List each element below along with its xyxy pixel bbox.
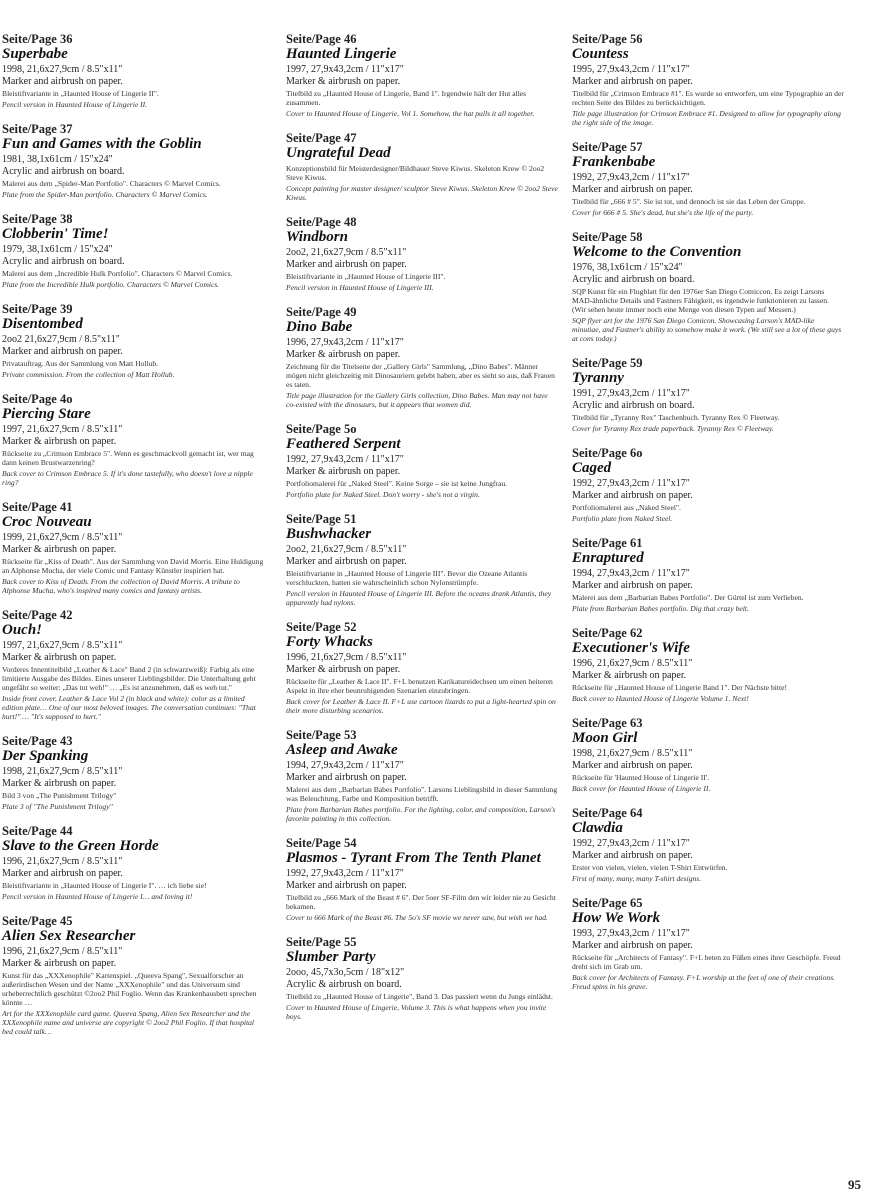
entry-description-english: Cover to Haunted House of Lingerie, Vol 1. Somehow, the hat pulls it all together. [286, 109, 535, 118]
entry-dimensions: 1995, 27,9x43,2cm / 11"x17" [572, 64, 690, 75]
catalog-entry [286, 728, 558, 823]
entry-title: Clobberin' Time! [2, 226, 109, 242]
entry-description-english: Inside front cover, Leather & Lace Vol 2 (in black and white): color as a limited edition plate… One of our most beloved images. The conversation continues: "That hurt!" … "It's supposed to hurt." [2, 694, 256, 721]
entry-title: Dino Babe [286, 319, 353, 335]
entry-description-english: Back cover for Haunted House of Lingerie II. [572, 784, 711, 793]
catalog-entry [572, 230, 844, 343]
entry-medium: Marker & airbrush on paper. [286, 465, 401, 477]
catalog-entry [286, 32, 558, 118]
entry-title: Disentombed [2, 316, 83, 332]
entry-description-english: Cover for 666 # 5. She's dead, but she's the life of the party. [572, 208, 754, 217]
entry-description-german: Bild 3 von „The Punishment Trilogy" [2, 791, 117, 800]
entry-title: Alien Sex Researcher [2, 928, 136, 944]
entry-medium: Marker & airbrush on paper. [2, 651, 117, 663]
entry-description-english: First of many, many, many T-shirt designs. [572, 874, 702, 883]
entry-title: Superbabe [2, 46, 68, 62]
entry-medium: Marker and airbrush on paper. [572, 759, 693, 771]
entry-page-label: Seite/Page 57 [572, 140, 643, 154]
entry-description-german: Titelbild zu „Haunted House of Lingerie", Band 3. Das passiert wenn du Jungs einlädst. [286, 992, 553, 1001]
entry-dimensions: 2ooo, 45,7x3o,5cm / 18"x12" [286, 967, 405, 978]
entry-medium: Marker and airbrush on paper. [572, 939, 693, 951]
entry-description-german: Titelbild für „Tyranny Rex" Taschenbuch. Tyranny Rex © Fleetway. [572, 413, 780, 422]
entry-dimensions: 1994, 27,9x43,2cm / 11"x17" [572, 568, 690, 579]
catalog-entry [286, 620, 558, 715]
entry-description-german: Rückseite für „Leather & Lace II". F+L benutzen Karikatureidechsen um einen heiteren Aspekt in ihre eher beunruhigenden Szenarien einzubringen. [286, 677, 553, 695]
entry-page-label: Seite/Page 62 [572, 626, 643, 640]
entry-page-label: Seite/Page 6o [572, 446, 643, 460]
entry-medium: Marker & airbrush on paper. [2, 957, 117, 969]
entry-description-english: Plate 3 of "The Punishment Trilogy" [2, 802, 113, 811]
entry-medium: Marker and airbrush on paper. [286, 879, 407, 891]
entry-page-label: Seite/Page 56 [572, 32, 643, 46]
entry-dimensions: 1998, 21,6x27,9cm / 8.5"x11" [2, 766, 123, 777]
column-3 [572, 32, 844, 1004]
entry-page-label: Seite/Page 49 [286, 305, 357, 319]
entry-dimensions: 1976, 38,1x61cm / 15"x24" [572, 262, 683, 273]
entry-description-german: Titelbild für „Crimson Embrace #1". Es wurde so entworfen, um eine Typographie an der rechten Seite des Bildes zu berücksichtigen. [572, 89, 844, 107]
entry-medium: Marker & airbrush on paper. [2, 435, 117, 447]
entry-title: Ungrateful Dead [286, 145, 391, 161]
entry-dimensions: 1998, 21,6x27,9cm / 8.5"x11" [572, 748, 693, 759]
catalog-entry [286, 422, 558, 499]
entry-description-english: Plate from the Incredible Hulk portfolio. Characters © Marvel Comics. [2, 280, 220, 289]
entry-description-german: Rückseite für „Kiss of Death". Aus der Sammlung von David Morris. Eine Huldigung an Alphonse Mucha, der viele Comic und Fantasy Künstler inspiriert hat. [2, 557, 264, 575]
entry-description-english: Back cover to Crimson Embrace 5. If it's done tastefully, who doesn't love a nipple ring? [2, 469, 253, 487]
entry-description-english: Plate from the Spider-Man portfolio. Characters © Marvel Comics. [2, 190, 208, 199]
entry-title: Asleep and Awake [286, 742, 398, 758]
entry-description-english: Pencil version in Haunted House of Lingerie III. Before the oceans drank Atlantis, they apparently had nylons. [286, 589, 552, 607]
catalog-entry [286, 512, 558, 607]
entry-title: Moon Girl [572, 730, 638, 746]
entry-medium: Marker & airbrush on paper. [2, 543, 117, 555]
entry-dimensions: 1992, 27,9x43,2cm / 11"x17" [286, 868, 404, 879]
entry-dimensions: 1998, 21,6x27,9cm / 8.5"x11" [2, 64, 123, 75]
entry-medium: Marker and airbrush on paper. [572, 849, 693, 861]
entry-page-label: Seite/Page 41 [2, 500, 73, 514]
entry-dimensions: 1981, 38,1x61cm / 15"x24" [2, 154, 113, 165]
entry-description-english: Art for the XXXenophile card game. Queeva Spang, Alien Sex Researcher and the XXXenophile name and universe are copyright © 2oo2 Phil Foglio. If that hospital bed could talk… [2, 1009, 255, 1036]
catalog-entry [286, 215, 558, 292]
catalog-entry [572, 356, 844, 433]
entry-description-german: Titelbild zu „666 Mark of the Beast # 6". Der 5oer SF-Film den wir leider nie zu Gesicht bekamen. [286, 893, 556, 911]
entry-medium: Acrylic and airbrush on board. [2, 255, 125, 267]
entry-dimensions: 1994, 27,9x43,2cm / 11"x17" [286, 760, 404, 771]
catalog-entry [2, 734, 264, 811]
entry-description-german: Vorderes Innentitelbild „Leather & Lace" Band 2 (in schwarzweiß): Farbig als eine limitierte Ausgabe des Bildes. Eines unserer Lieblingsbilder. Die Unterhaltung geht ungefähr so weiter: „Das tut weh!" … „Es ist anzunehmen, daß es weh tut." [2, 665, 256, 692]
entry-page-label: Seite/Page 45 [2, 914, 73, 928]
entry-medium: Marker and airbrush on paper. [572, 489, 693, 501]
entry-dimensions: 2oo2 21,6x27,9cm / 8.5"x11" [2, 334, 120, 345]
entry-title: Fun and Games with the Goblin [2, 136, 202, 152]
entry-page-label: Seite/Page 58 [572, 230, 643, 244]
entry-description-german: Zeichnung für die Titelseite der „Gallery Girls" Sammlung, „Dino Babes". Männer mögen nicht gleichzeitig mit Dinosauriern gelebt haben, aber es sieht so aus, daß Frauen es taten. [286, 362, 555, 389]
catalog-entry [572, 896, 844, 991]
catalog-entry [572, 536, 844, 613]
entry-page-label: Seite/Page 39 [2, 302, 73, 316]
catalog-entry [572, 446, 844, 523]
entry-title: Der Spanking [2, 748, 89, 764]
entry-description-german: Rückseite für „Architects of Fantasy". F+L beten zu Füßen eines ihrer Geschöpfe. Freud dreht sich im Grab um. [572, 953, 841, 971]
entry-title: Countess [572, 46, 629, 62]
entry-title: Bushwhacker [286, 526, 372, 542]
entry-page-label: Seite/Page 64 [572, 806, 643, 820]
catalog-entry [2, 500, 264, 595]
entry-description-german: Konzeptionsbild für Meisterdesigner/Bildhauer Steve Kiwus. Skeleton Krew © 2oo2 Steve Kiwus. [286, 164, 545, 182]
entry-page-label: Seite/Page 4o [2, 392, 73, 406]
entry-dimensions: 1979, 38,1x61cm / 15"x24" [2, 244, 113, 255]
entry-title: Frankenbabe [572, 154, 656, 170]
entry-description-english: Cover to 666 Mark of the Beast #6. The 5o's SF movie we never saw, but wish we had. [286, 913, 548, 922]
entry-medium: Marker and airbrush on paper. [286, 555, 407, 567]
entry-dimensions: 2oo2, 21,6x27,9cm / 8.5"x11" [286, 544, 407, 555]
entry-title: Tyranny [572, 370, 624, 386]
entry-page-label: Seite/Page 48 [286, 215, 357, 229]
entry-medium: Acrylic and airbrush on board. [572, 273, 695, 285]
column-2 [286, 32, 558, 1034]
entry-medium: Marker and airbrush on paper. [286, 771, 407, 783]
entry-title: Feathered Serpent [286, 436, 401, 452]
entry-description-german: Titelbild für „666 # 5". Sie ist tot, und dennoch ist sie das Leben der Gruppe. [572, 197, 806, 206]
catalog-entry [2, 122, 264, 199]
entry-title: Executioner's Wife [572, 640, 690, 656]
entry-title: Haunted Lingerie [286, 46, 397, 62]
entry-title: Caged [572, 460, 612, 476]
catalog-entry [572, 626, 844, 703]
entry-medium: Marker & airbrush on paper. [286, 663, 401, 675]
entry-page-label: Seite/Page 47 [286, 131, 357, 145]
entry-description-german: Titelbild zu „Haunted House of Lingerie, Band 1". Irgendwie hält der Hut alles zusammen. [286, 89, 527, 107]
entry-description-german: Portfoliomalerei für „Naked Steel". Keine Sorge – sie ist keine Jungfrau. [286, 479, 508, 488]
entry-description-german: Malerei aus dem „Incredible Hulk Portfolio". Characters © Marvel Comics. [2, 269, 233, 278]
entry-dimensions: 1991, 27,9x43,2cm / 11"x17" [572, 388, 690, 399]
entry-page-label: Seite/Page 38 [2, 212, 73, 226]
entry-dimensions: 1992, 27,9x43,2cm / 11"x17" [572, 838, 690, 849]
entry-dimensions: 1996, 27,9x43,2cm / 11"x17" [286, 337, 404, 348]
entry-description-english: Pencil version in Haunted House of Lingerie III. [286, 283, 434, 292]
entry-description-english: Pencil version in Haunted House of Lingerie II. [2, 100, 148, 109]
catalog-entry [2, 914, 264, 1036]
entry-medium: Acrylic & airbrush on board. [286, 978, 402, 990]
entry-page-label: Seite/Page 36 [2, 32, 73, 46]
entry-page-label: Seite/Page 52 [286, 620, 357, 634]
entry-title: Plasmos - Tyrant From The Tenth Planet [286, 850, 541, 866]
catalog-entry [572, 716, 844, 793]
catalog-entry [2, 608, 264, 721]
entry-page-label: Seite/Page 43 [2, 734, 73, 748]
entry-page-label: Seite/Page 63 [572, 716, 643, 730]
entry-dimensions: 1997, 27,9x43,2cm / 11"x17" [286, 64, 404, 75]
entry-page-label: Seite/Page 54 [286, 836, 357, 850]
entry-description-german: Malerei aus dem „Spider-Man Portfolio". Characters © Marvel Comics. [2, 179, 221, 188]
entry-description-german: Bleistiftvariante in „Haunted House of Lingerie II". [2, 89, 159, 98]
entry-title: Ouch! [2, 622, 43, 638]
entry-description-german: Malerei aus dem „Barbarian Babes Portfolio". Larsons Lieblingsbild in dieser Sammlung was Beleuchtung, Farbe und Komposition betrifft. [286, 785, 558, 803]
entry-medium: Marker and airbrush on paper. [572, 75, 693, 87]
entry-description-english: Back cover for Leather & Lace II. F+L use cartoon lizards to put a light-hearted spin on their more disturbing scenarios. [286, 697, 556, 715]
entry-description-german: Privatauftrag. Aus der Sammlung von Matt Hollub. [2, 359, 159, 368]
catalog-entry [572, 140, 844, 217]
entry-medium: Marker & airbrush on paper. [286, 75, 401, 87]
entry-description-english: SQP flyer art for the 1976 San Diego Comicon. Showcasing Larson's MAD-like minutiae, and Fastner's ability to somehow make it work. (We still see a lot of these guys at cons today.) [572, 316, 842, 343]
page-number: 95 [848, 1177, 861, 1192]
entry-title: Croc Nouveau [2, 514, 92, 530]
entry-page-label: Seite/Page 42 [2, 608, 73, 622]
column-1 [2, 32, 264, 1049]
entry-page-label: Seite/Page 44 [2, 824, 73, 838]
entry-medium: Marker and airbrush on paper. [572, 183, 693, 195]
entry-description-english: Plate from Barbarian Babes portfolio. Dig that crazy belt. [572, 604, 749, 613]
entry-title: Enraptured [572, 550, 644, 566]
entry-medium: Marker and airbrush on paper. [2, 75, 123, 87]
entry-title: Welcome to the Convention [572, 244, 742, 260]
entry-description-english: Title page illustration for the Gallery Girls collection, Dino Babes. Man may not have co-existed with the dinosaurs, but it appears that women did. [286, 391, 548, 409]
entry-dimensions: 1992, 27,9x43,2cm / 11"x17" [572, 478, 690, 489]
entry-dimensions: 2oo2, 21,6x27,9cm / 8.5"x11" [286, 247, 407, 258]
catalog-entry [286, 935, 558, 1021]
entry-page-label: Seite/Page 65 [572, 896, 643, 910]
entry-dimensions: 1993, 27,9x43,2cm / 11"x17" [572, 928, 690, 939]
entry-description-english: Concept painting for master designer/ sculptor Steve Kiwus. Skeleton Krew © 2oo2 Steve Kiwus. [286, 184, 558, 202]
entry-page-label: Seite/Page 53 [286, 728, 357, 742]
entry-page-label: Seite/Page 59 [572, 356, 643, 370]
entry-description-english: Cover for Tyranny Rex trade paperback. Tyranny Rex © Fleetway. [572, 424, 774, 433]
entry-description-english: Back cover to Kiss of Death. From the collection of David Morris. A tribute to Alphonse Mucha, who's inspired many comics and fantasy artists. [2, 577, 240, 595]
entry-description-english: Title page illustration for Crimson Embrace #1. Designed to allow for typography along the right side of the image. [572, 109, 841, 127]
catalog-entry [286, 131, 558, 202]
entry-medium: Marker & airbrush on paper. [286, 348, 401, 360]
entry-description-german: Bleistiftvariante in „Haunted House of Lingerie I". … ich liebe sie! [2, 881, 207, 890]
catalog-entry [572, 32, 844, 127]
entry-description-german: Bleistiftvariante in „Haunted House of Lingerie III". Bevor die Ozeane Atlantis verschluckten, hatten sie wahrscheinlich schon Nylonstrümpfe. [286, 569, 528, 587]
entry-medium: Marker and airbrush on paper. [572, 579, 693, 591]
entry-dimensions: 1997, 21,6x27,9cm / 8.5"x11" [2, 640, 123, 651]
entry-medium: Marker & airbrush on paper. [2, 777, 117, 789]
entry-description-german: Portfoliomalerei aus „Naked Steel". [572, 503, 681, 512]
entry-dimensions: 1992, 27,9x43,2cm / 11"x17" [286, 454, 404, 465]
entry-title: Clawdia [572, 820, 623, 836]
entry-description-english: Private commission. From the collection of Matt Hollub. [2, 370, 175, 379]
entry-description-german: Malerei aus dem „Barbarian Babes Portfolio". Der Gürtel ist zum Verlieben. [572, 593, 804, 602]
entry-title: How We Work [572, 910, 661, 926]
entry-dimensions: 1996, 21,6x27,9cm / 8.5"x11" [2, 856, 123, 867]
entry-medium: Marker and airbrush on paper. [286, 258, 407, 270]
entry-medium: Marker and airbrush on paper. [2, 345, 123, 357]
entry-page-label: Seite/Page 51 [286, 512, 357, 526]
entry-description-english: Back cover for Architects of Fantasy. F+L worship at the feet of one of their creations. Freud spins in his grave. [572, 973, 836, 991]
entry-description-english: Portfolio plate from Naked Steel. [572, 514, 673, 523]
entry-title: Windborn [286, 229, 348, 245]
entry-description-english: Plate from Barbarian Babes portfolio. For the lighting, color, and composition, Larson's favorite painting in this collection. [286, 805, 556, 823]
entry-title: Piercing Stare [2, 406, 91, 422]
entry-description-german: Rückseite für „Haunted House of Lingerie Band 1". Der Nächste bitte! [572, 683, 788, 692]
entry-page-label: Seite/Page 37 [2, 122, 73, 136]
entry-page-label: Seite/Page 46 [286, 32, 357, 46]
entry-dimensions: 1996, 21,6x27,9cm / 8.5"x11" [2, 946, 123, 957]
entry-medium: Marker and airbrush on paper. [2, 867, 123, 879]
entry-description-english: Cover to Haunted House of Lingerie, Volume 3. This is what happens when you invite boys. [286, 1003, 547, 1021]
entry-description-german: Rückseite für 'Haunted House of Lingerie II'. [572, 773, 710, 782]
entry-description-english: Back cover to Haunted House of Lingerie Volume 1. Next! [572, 694, 749, 703]
entry-description-german: Rückseite zu „Crimson Embrace 5". Wenn es geschmackvoll gemacht ist, wer mag dann keinen Brustwarzenring? [2, 449, 254, 467]
entry-dimensions: 1999, 21,6x27,9cm / 8.5"x11" [2, 532, 123, 543]
entry-medium: Acrylic and airbrush on board. [2, 165, 125, 177]
catalog-entry [2, 392, 264, 487]
entry-medium: Acrylic and airbrush on board. [572, 399, 695, 411]
entry-medium: Marker & airbrush on paper. [572, 669, 687, 681]
entry-description-german: Kunst für das „XXXenophile" Kartenspiel. „Queeva Spang", Sexualforscher an außerirdischen Wesen und der Name „XXXenophile" und das Universum sind urheberrechtlich geschützt ©2oo2 Phil Foglio. Wenn das Krankenhausbett sprechen könnte … [2, 971, 257, 1007]
entry-description-german: SQP Kunst für ein Flugblatt für den 1976er San Diego Comiccon. Es zeigt Larsons MAD-ähnliche Details und Fastners Fähigkeit, es irgendwie funktionieren zu lassen. (Wir sehen heute immer noch eine Menge von diesen Typen auf Messen.) [572, 287, 829, 314]
entry-dimensions: 1996, 21,6x27,9cm / 8.5"x11" [572, 658, 693, 669]
entry-dimensions: 1996, 21,6x27,9cm / 8.5"x11" [286, 652, 407, 663]
entry-title: Forty Whacks [286, 634, 373, 650]
entry-page-label: Seite/Page 5o [286, 422, 357, 436]
entry-page-label: Seite/Page 55 [286, 935, 357, 949]
entry-title: Slave to the Green Horde [2, 838, 159, 854]
entry-title: Slumber Party [286, 949, 376, 965]
catalog-entry [286, 836, 558, 922]
entry-description-english: Portfolio plate for Naked Steel. Don't worry - she's not a virgin. [286, 490, 480, 499]
entry-page-label: Seite/Page 61 [572, 536, 643, 550]
catalog-entry [2, 212, 264, 289]
catalog-entry [2, 302, 264, 379]
catalog-entry [2, 824, 264, 901]
catalog-entry [2, 32, 264, 109]
entry-description-german: Bleistiftvariante in „Haunted House of Lingerie III". [286, 272, 446, 281]
entry-description-english: Pencil version in Haunted House of Lingerie I… and loving it! [2, 892, 193, 901]
entry-description-german: Erster von vielen, vielen, vielen T-Shirt Entwürfen. [572, 863, 728, 872]
entry-dimensions: 1992, 27,9x43,2cm / 11"x17" [572, 172, 690, 183]
catalog-entry [572, 806, 844, 883]
catalog-entry [286, 305, 558, 409]
entry-dimensions: 1997, 21,6x27,9cm / 8.5"x11" [2, 424, 123, 435]
